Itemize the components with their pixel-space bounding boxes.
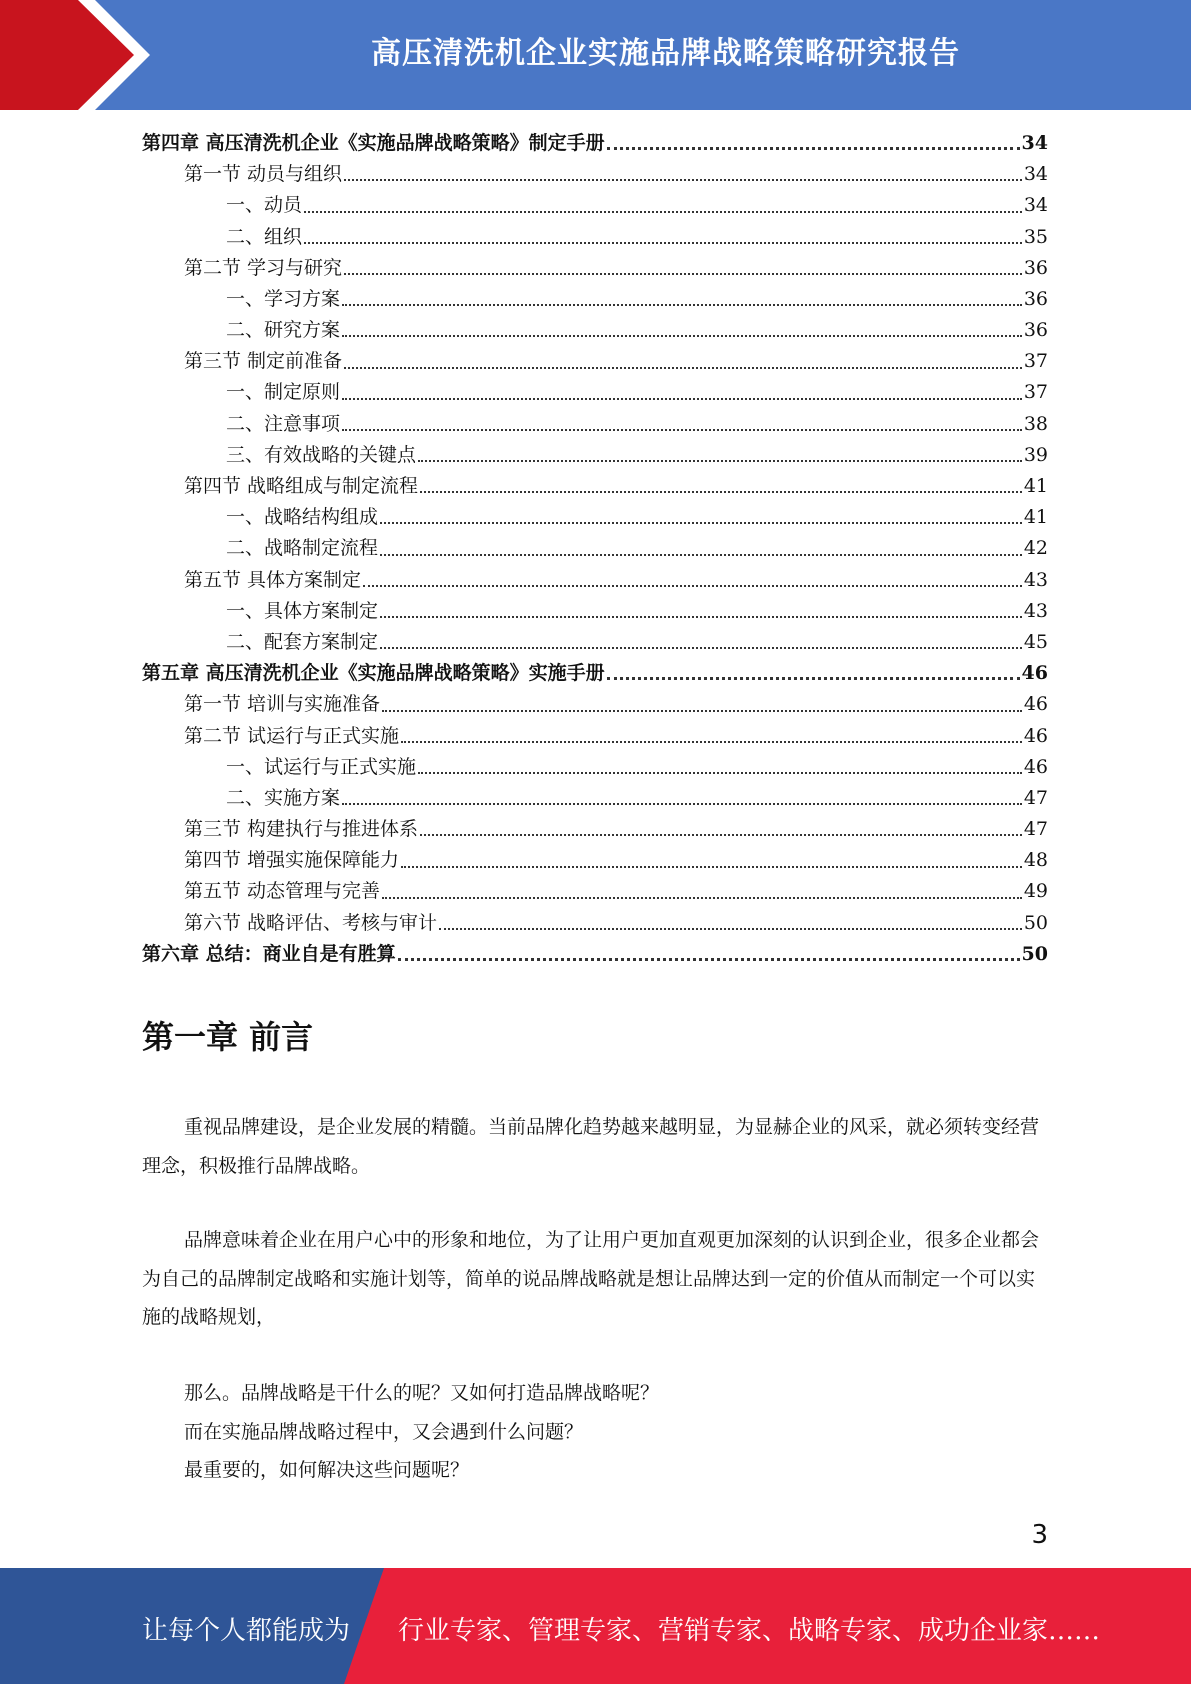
toc-entry-title: 第五节 具体方案制定 xyxy=(184,568,362,591)
toc-entry-title: 二、组织 xyxy=(226,225,303,248)
page-header xyxy=(0,0,1191,110)
toc-entry-title: 第四节 增强实施保障能力 xyxy=(184,849,400,872)
toc-leader-dots xyxy=(380,585,1022,618)
toc-entry-title: 第四节 战略组成与制定流程 xyxy=(184,475,419,498)
toc-entry-title: 二、配套方案制定 xyxy=(226,630,379,653)
toc-entry-title: 二、实施方案 xyxy=(226,786,341,809)
toc-entry-page: 45 xyxy=(1023,630,1048,653)
toc-entry-title: 第二节 试运行与正式实施 xyxy=(184,724,400,747)
paragraph-1 xyxy=(142,1108,1048,1185)
toc-leader-dots xyxy=(304,179,1022,212)
toc-leader-dots xyxy=(380,522,1022,555)
chapter-title: 第一章 前言 xyxy=(142,1018,314,1056)
toc-entry-title: 第五节 动态管理与完善 xyxy=(184,880,381,903)
toc-entry-title: 第六章 总结：商业自是有胜算 xyxy=(142,942,396,965)
toc-entry-title: 第六节 战略评估、考核与审计 xyxy=(184,911,438,934)
toc-leader-dots xyxy=(401,710,1022,743)
toc-entry-title: 二、战略制定流程 xyxy=(226,537,379,560)
toc-leader-dots xyxy=(342,772,1022,805)
toc-entry-page: 47 xyxy=(1023,818,1048,841)
toc-entry-page: 49 xyxy=(1023,880,1048,903)
toc-entry-title: 第二节 学习与研究 xyxy=(184,256,343,279)
toc-entry-title: 一、试运行与正式实施 xyxy=(226,755,417,778)
footer-slogan-left: 让每个人都能成为 xyxy=(142,1616,351,1646)
toc-entry-title: 一、学习方案 xyxy=(226,287,341,310)
toc-leader-dots xyxy=(607,116,1020,150)
toc-leader-dots xyxy=(342,304,1022,337)
header-title: 高压清洗机企业实施品牌战略策略研究报告 xyxy=(371,36,960,71)
toc-entry-page: 38 xyxy=(1023,412,1048,435)
toc-leader-dots xyxy=(342,367,1022,400)
toc-entry-page: 47 xyxy=(1023,786,1048,809)
toc-entry-title: 二、注意事项 xyxy=(226,412,341,435)
toc-leader-dots xyxy=(607,646,1020,680)
paragraph-1-text: 重视品牌建设，是企业发展的精髓。当前品牌化趋势越来越明显，为显赫企业的风采，就必须转变经营理念，积极推行品牌战略。 xyxy=(142,1116,1040,1177)
toc-entry-title: 第一节 动员与组织 xyxy=(184,163,343,186)
toc-entry-title: 一、战略结构组成 xyxy=(226,506,379,529)
toc-entry-page: 36 xyxy=(1023,287,1048,310)
toc-leader-dots xyxy=(439,897,1022,930)
toc-entry[interactable] xyxy=(142,939,1048,970)
toc-entry-title: 一、动员 xyxy=(226,194,303,217)
toc-leader-dots xyxy=(342,273,1022,306)
toc-entry-page: 48 xyxy=(1023,849,1048,872)
toc-entry-title: 第三节 制定前准备 xyxy=(184,350,343,373)
toc-entry-page: 50 xyxy=(1023,911,1048,934)
toc-leader-dots xyxy=(344,242,1022,275)
toc-leader-dots xyxy=(420,460,1022,493)
toc-entry-page: 39 xyxy=(1023,443,1048,466)
toc-leader-dots xyxy=(418,741,1022,774)
toc-entry-page: 34 xyxy=(1023,194,1048,217)
toc-entry-title: 一、制定原则 xyxy=(226,381,341,404)
toc-entry-page: 42 xyxy=(1023,537,1048,560)
paragraph-2-text: 品牌意味着企业在用户心中的形象和地位，为了让用户更加直观更加深刻的认识到企业，很多企业都会为自己的品牌制定战略和实施计划等，简单的说品牌战略就是想让品牌达到一定的价值从而制定一个可以实施的战略规划， xyxy=(142,1229,1040,1328)
toc-entry-page: 50 xyxy=(1021,942,1048,965)
page-footer xyxy=(0,1568,1191,1684)
toc-entry-page: 41 xyxy=(1023,475,1048,498)
page-number: 3 xyxy=(1031,1520,1048,1550)
toc-leader-dots xyxy=(420,803,1022,836)
toc-entry-page: 37 xyxy=(1023,350,1048,373)
question-1: 那么。品牌战略是干什么的呢？又如何打造品牌战略呢？ xyxy=(184,1382,660,1404)
toc-entry-title: 二、研究方案 xyxy=(226,319,341,342)
toc-leader-dots xyxy=(401,834,1022,867)
footer-slogan-right: 行业专家、管理专家、营销专家、战略专家、成功企业家…… xyxy=(398,1616,1101,1646)
toc-entry-page: 36 xyxy=(1023,256,1048,279)
toc-entry-page: 46 xyxy=(1023,755,1048,778)
toc-leader-dots xyxy=(382,678,1022,711)
toc-leader-dots xyxy=(380,616,1022,649)
toc-entry-title: 第一节 培训与实施准备 xyxy=(184,693,381,716)
toc-leader-dots xyxy=(363,554,1022,587)
question-2: 而在实施品牌战略过程中，又会遇到什么问题？ xyxy=(184,1421,584,1443)
toc-entry-page: 43 xyxy=(1023,568,1048,591)
toc-entry-page: 46 xyxy=(1023,693,1048,716)
toc-leader-dots xyxy=(344,335,1022,368)
toc-entry-title: 第三节 构建执行与推进体系 xyxy=(184,818,419,841)
toc-entry-page: 35 xyxy=(1023,225,1048,248)
toc-entry-page: 36 xyxy=(1023,319,1048,342)
toc-leader-dots xyxy=(398,927,1020,961)
toc-leader-dots xyxy=(380,491,1022,524)
toc-leader-dots xyxy=(418,429,1022,462)
toc-leader-dots xyxy=(304,211,1022,244)
toc-entry-title: 一、具体方案制定 xyxy=(226,599,379,622)
toc-entry-title: 三、有效战略的关键点 xyxy=(226,443,417,466)
toc-leader-dots xyxy=(344,148,1022,181)
toc-leader-dots xyxy=(382,866,1022,899)
toc-entry-page: 37 xyxy=(1023,381,1048,404)
table-of-contents xyxy=(142,128,1048,970)
toc-entry-title: 第五章 高压清洗机企业《实施品牌战略策略》实施手册 xyxy=(142,662,605,685)
toc-entry-title: 第四章 高压清洗机企业《实施品牌战略策略》制定手册 xyxy=(142,131,605,154)
toc-entry-page: 46 xyxy=(1023,724,1048,747)
toc-leader-dots xyxy=(342,398,1022,431)
toc-entry-page: 46 xyxy=(1021,662,1048,685)
toc-entry-page: 41 xyxy=(1023,506,1048,529)
toc-entry-page: 43 xyxy=(1023,599,1048,622)
question-3: 最重要的，如何解决这些问题呢？ xyxy=(184,1459,470,1481)
paragraph-2 xyxy=(142,1221,1048,1337)
toc-entry-page: 34 xyxy=(1021,131,1048,154)
toc-entry-page: 34 xyxy=(1023,163,1048,186)
